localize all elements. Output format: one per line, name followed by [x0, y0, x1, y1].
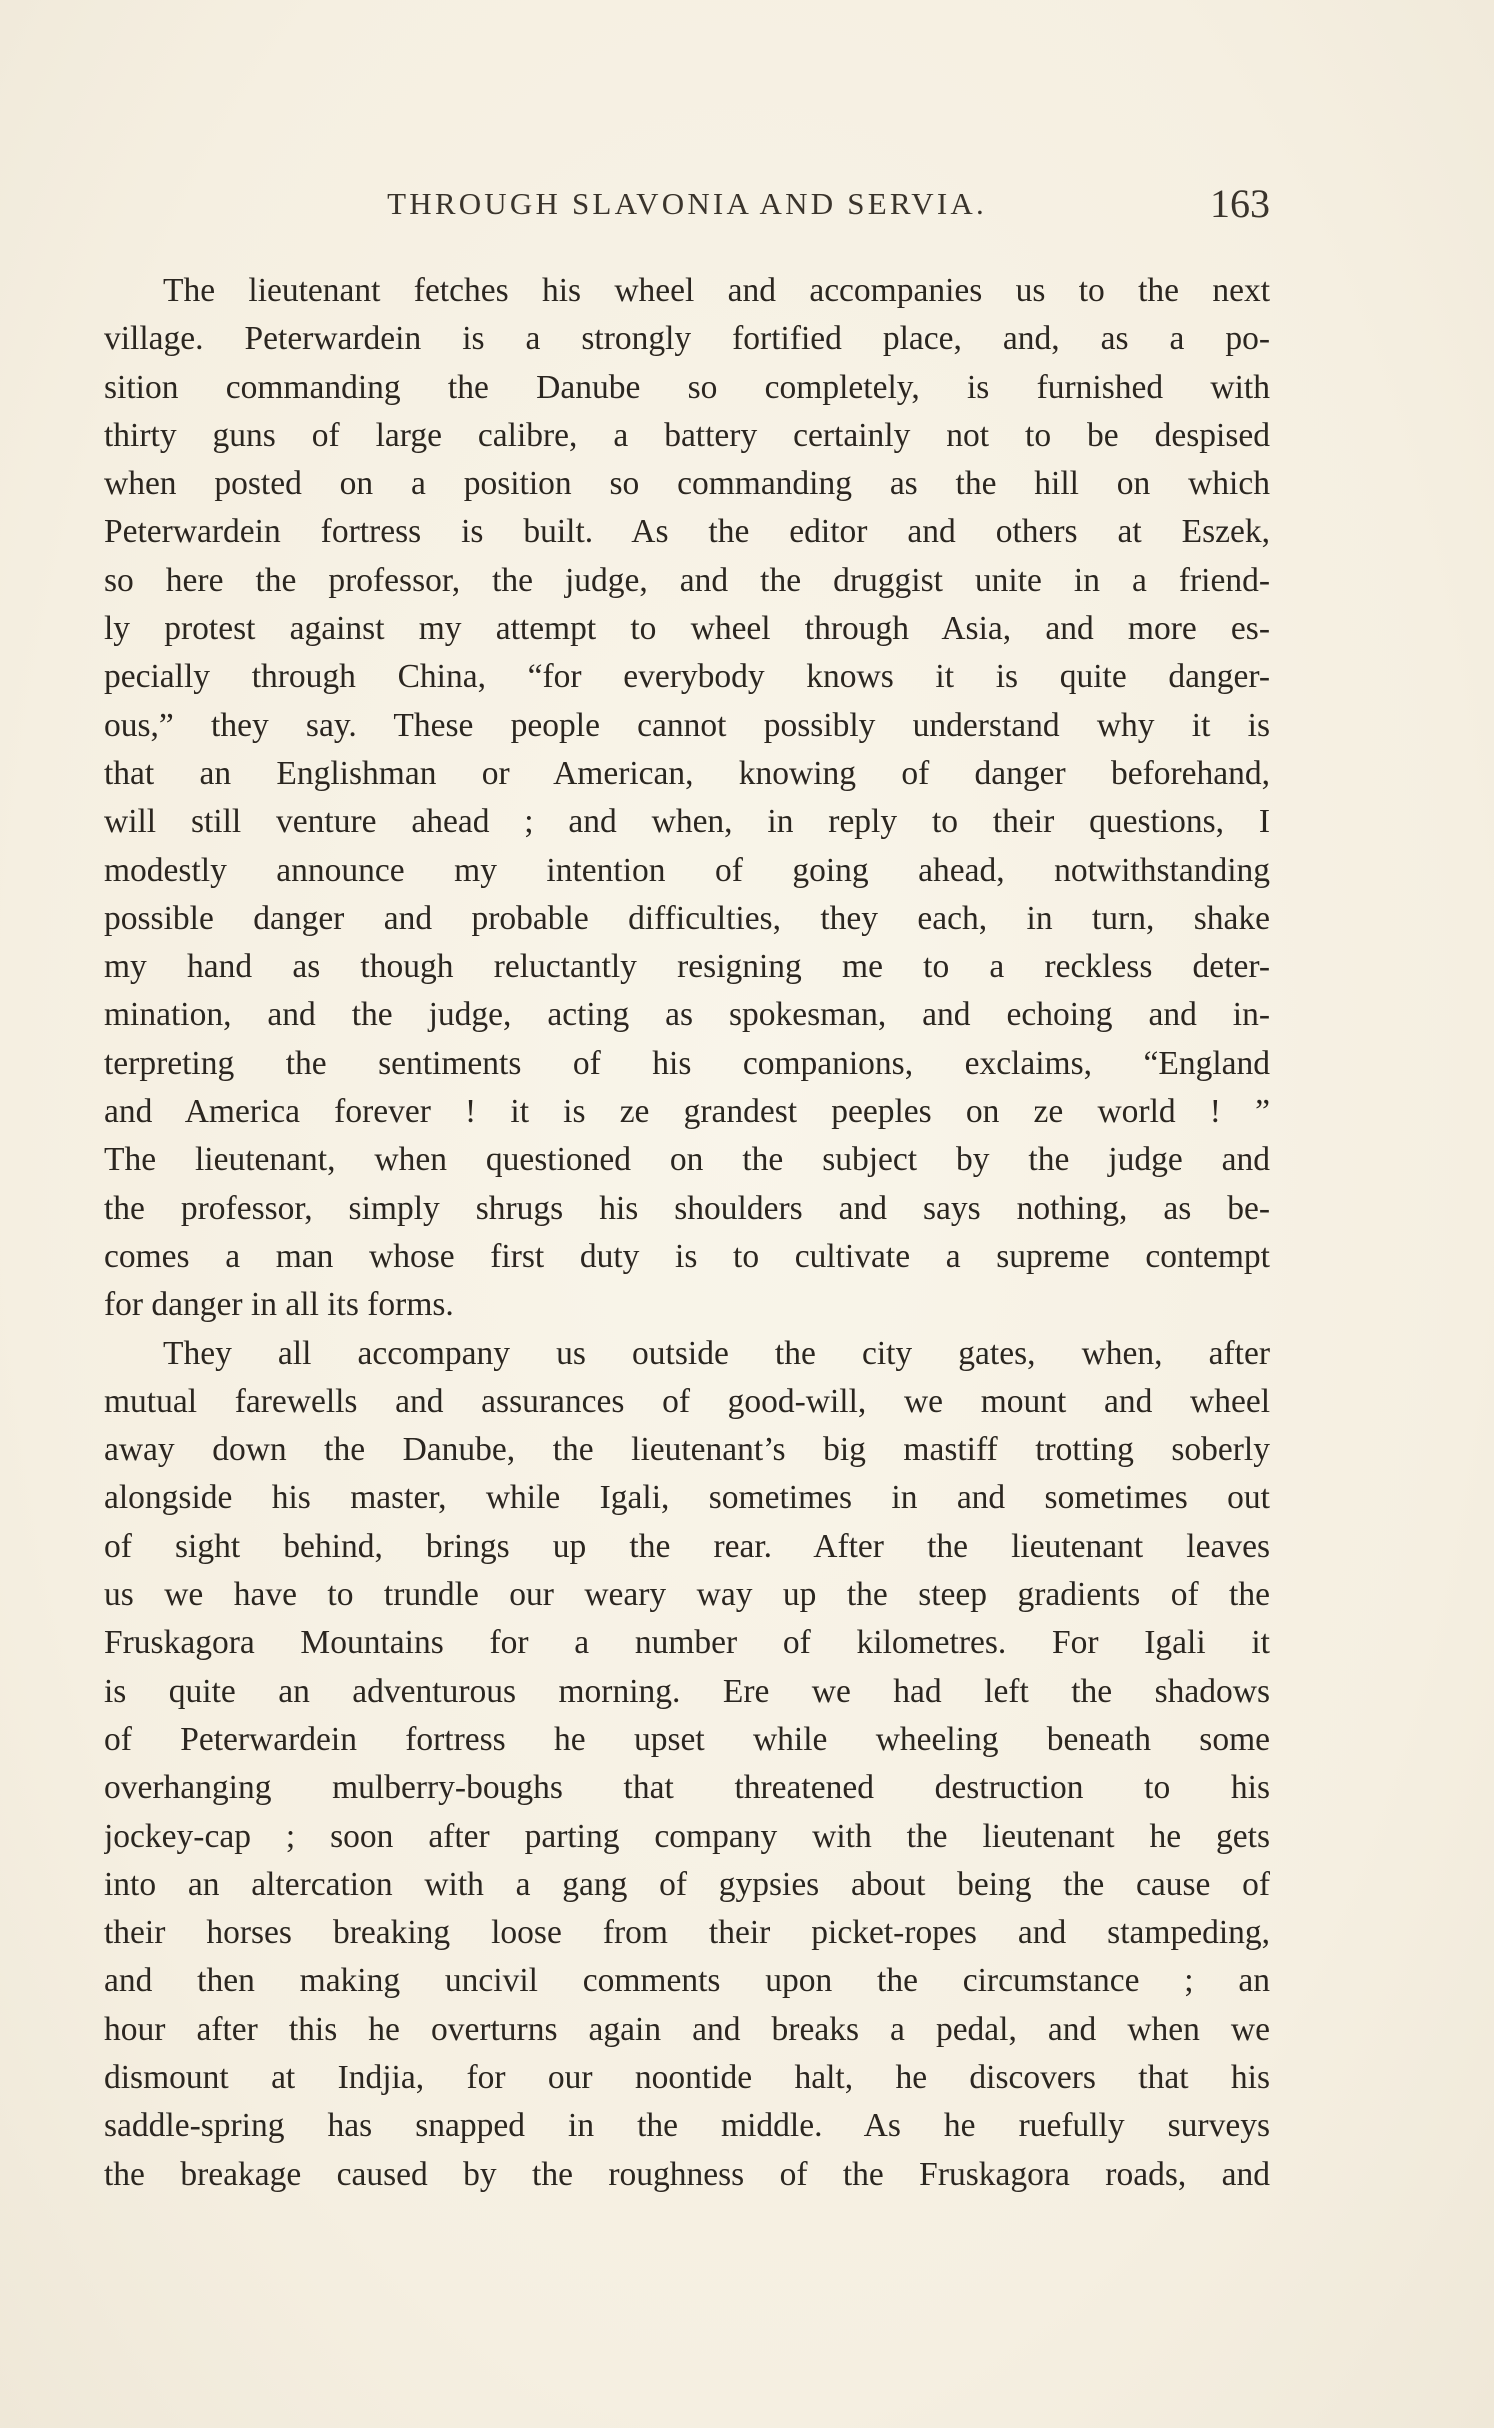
text-line: of Peterwardein fortress he upset while wheeling beneath some: [104, 1720, 1270, 1758]
text-line: mination, and the judge, acting as spokesman, and echoing and in-: [104, 996, 1270, 1034]
body-text: [104, 267, 1270, 2199]
text-line: is quite an adventurous morning. Ere we had left the shadows: [104, 1672, 1270, 1710]
text-line: village. Peterwardein is a strongly fortified place, and, as a po-: [104, 320, 1270, 358]
text-line: They all accompany us outside the city gates, when, after: [163, 1334, 1270, 1372]
text-line: terpreting the sentiments of his companions, exclaims, “England: [104, 1044, 1270, 1082]
text-line: and America forever ! it is ze grandest peeples on ze world ! ”: [104, 1093, 1270, 1131]
text-line: ous,” they say. These people cannot possibly understand why it is: [104, 706, 1270, 744]
paragraph-2: [104, 1330, 1270, 2199]
text-line: the breakage caused by the roughness of the Fruskagora roads, and: [104, 2155, 1270, 2193]
running-head: [104, 181, 1270, 236]
text-line: possible danger and probable difficulties, they each, in turn, shake: [104, 899, 1270, 937]
text-line: the professor, simply shrugs his shoulders and says nothing, as be-: [104, 1189, 1270, 1227]
text-line: jockey-cap ; soon after parting company with the lieutenant he gets: [104, 1817, 1270, 1855]
text-line: sition commanding the Danube so completely, is furnished with: [104, 368, 1270, 406]
text-line: and then making uncivil comments upon the circumstance ; an: [104, 1962, 1270, 2000]
text-line: so here the professor, the judge, and the druggist unite in a friend-: [104, 561, 1270, 599]
text-line: alongside his master, while Igali, sometimes in and sometimes out: [104, 1479, 1270, 1517]
text-line: my hand as though reluctantly resigning me to a reckless deter-: [104, 948, 1270, 986]
text-line: hour after this he overturns again and breaks a pedal, and when we: [104, 2010, 1270, 2048]
text-line: into an altercation with a gang of gypsies about being the cause of: [104, 1865, 1270, 1903]
text-line: when posted on a position so commanding as the hill on which: [104, 465, 1270, 503]
page-number: 163: [1210, 181, 1270, 226]
text-line: pecially through China, “for everybody knows it is quite danger-: [104, 658, 1270, 696]
text-line: Fruskagora Mountains for a number of kilometres. For Igali it: [104, 1624, 1270, 1662]
text-line: will still venture ahead ; and when, in reply to their questions, I: [104, 803, 1270, 841]
text-line: dismount at Indjia, for our noontide halt, he discovers that his: [104, 2058, 1270, 2096]
text-line: us we have to trundle our weary way up the steep gradients of the: [104, 1576, 1270, 1614]
text-line: The lieutenant fetches his wheel and accompanies us to the next: [163, 272, 1270, 309]
text-line: ly protest against my attempt to wheel through Asia, and more es-: [104, 610, 1270, 648]
text-line: away down the Danube, the lieutenant’s big mastiff trotting soberly: [104, 1431, 1270, 1469]
text-line: comes a man whose first duty is to cultivate a supreme contempt: [104, 1237, 1270, 1275]
running-title: THROUGH SLAVONIA AND SERVIA.: [387, 186, 987, 221]
text-line: of sight behind, brings up the rear. After the lieutenant leaves: [104, 1527, 1270, 1565]
paragraph-1: [104, 267, 1270, 1330]
text-line: their horses breaking loose from their picket-ropes and stampeding,: [104, 1914, 1270, 1952]
text-line: Peterwardein fortress is built. As the editor and others at Eszek,: [104, 513, 1270, 551]
text-line: saddle-spring has snapped in the middle. As he ruefully surveys: [104, 2107, 1270, 2145]
text-line: overhanging mulberry-boughs that threatened destruction to his: [104, 1769, 1270, 1807]
text-line: that an Englishman or American, knowing of danger beforehand,: [104, 754, 1270, 792]
text-line: modestly announce my intention of going ahead, notwithstanding: [104, 851, 1270, 889]
text-line: mutual farewells and assurances of good-will, we mount and wheel: [104, 1382, 1270, 1420]
text-line: thirty guns of large calibre, a battery certainly not to be despised: [104, 416, 1270, 454]
text-line: for danger in all its forms.: [104, 1286, 454, 1324]
text-line: The lieutenant, when questioned on the subject by the judge and: [104, 1141, 1270, 1179]
